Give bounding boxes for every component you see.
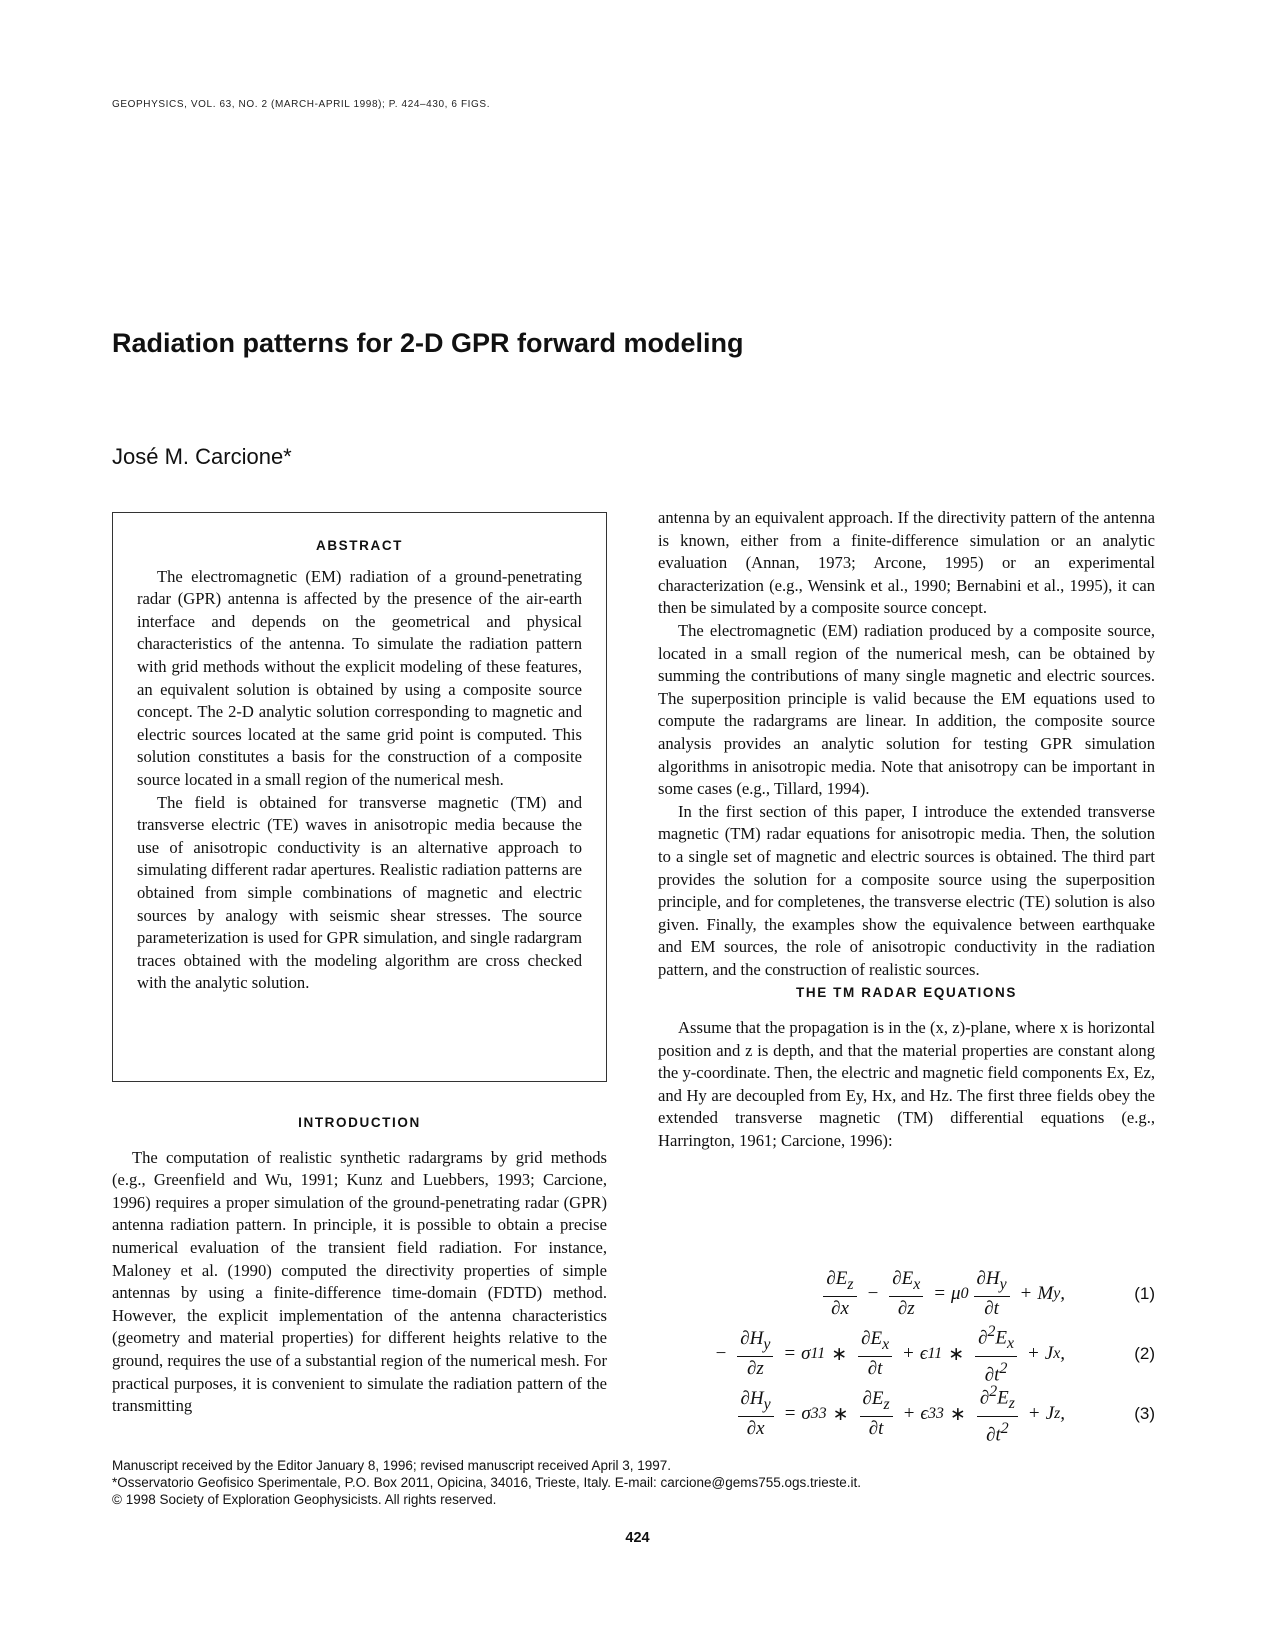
equation-2-number: (2): [1134, 1344, 1155, 1363]
equation-2: [700, 1324, 1155, 1384]
abstract-box: [112, 512, 607, 1082]
tm-paragraph: Assume that the propagation is in the (x, z)-plane, where x is horizontal position and z is depth, and that the material properties are constant along the y-coordinate. Then, the electric and magnetic field components Ex, Ez, and Hy are decoupled from Ey, Hx, and Hz. The first three fields obey the extended transverse magnetic (TM) differential equations (e.g., Harrington, 1961; Carcione, 1996):: [658, 1018, 1155, 1151]
running-head: GEOPHYSICS, VOL. 63, NO. 2 (MARCH-APRIL 1998); P. 424–430, 6 FIGS.: [112, 99, 491, 110]
paper-title: Radiation patterns for 2-D GPR forward modeling: [112, 328, 744, 358]
footnote-copyright: © 1998 Society of Exploration Geophysicists. All rights reserved.: [112, 1492, 497, 1507]
equations-block: [700, 1264, 1155, 1444]
abstract-paragraph: The electromagnetic (EM) radiation of a ground-penetrating radar (GPR) antenna is affected by the presence of the air-earth interface and depends on the geometrical and physical characteristics of the antenna. To simulate the radiation pattern with grid methods without the explicit modeling of these features, an equivalent solution is obtained by using a composite source concept. The 2-D analytic solution corresponding to magnetic and electric sources located at the same grid point is computed. This solution constitutes a basis for the construction of a composite source located in a small region of the numerical mesh.: [137, 566, 582, 789]
page-number: 424: [625, 1530, 650, 1546]
right-column: [658, 507, 1155, 1153]
equation-1-number: (1): [1134, 1284, 1155, 1303]
abstract-paragraph: The field is obtained for transverse magnetic (TM) and transverse electric (TE) waves in anisotropic media because the use of anisotropic conductivity is an alternative approach to simulating different radar apertures. Realistic radiation patterns are obtained from simple combinations of magnetic and electric sources by analogy with seismic shear stresses. The source parameterization is used for GPR simulation, and single radargram traces obtained with the modeling algorithm are cross checked with the analytic solution.: [137, 792, 582, 993]
body-paragraph: The electromagnetic (EM) radiation produced by a composite source, located in a small region of the numerical mesh, can be obtained by summing the contributions of many single magnetic and electric sources. The superposition principle is valid because the EM equations used to compute the radargrams are linear. In addition, the composite source analysis provides an analytic solution for testing GPR simulation algorithms in anisotropic media. Note that anisotropy can be important in some cases (e.g., Tillard, 1994).: [658, 620, 1155, 799]
equation-3-expression: $\frac{\partial H_y}{\partial x}$ = σ 33 ∗ $\frac{\partial E_z}{\partial t}$ + ϵ 33 ∗ $\frac{\partial^2E_z}{\partial t^2}$ + J z ,: [733, 1381, 1065, 1446]
footnote-manuscript: Manuscript received by the Editor January 8, 1996; revised manuscript received April 3, 1997.: [112, 1458, 672, 1473]
author-name: José M. Carcione*: [112, 444, 292, 469]
equation-3: [700, 1384, 1155, 1444]
abstract-heading: ABSTRACT: [315, 538, 404, 553]
body-paragraph: antenna by an equivalent approach. If the directivity pattern of the antenna is known, either from a finite-difference simulation or an analytic evaluation (Annan, 1973; Arcone, 1995) or an experimental characterization (e.g., Wensink et al., 1990; Bernabini et al., 1995), it can then be simulated by a composite source concept.: [658, 508, 1155, 618]
body-paragraph: In the first section of this paper, I introduce the extended transverse magnetic (TM) radar equations for anisotropic media. Then, the solution to a single set of magnetic and electric sources is obtained. The third part provides the solution for a composite source using the superposition principle, and for completenes, the transverse electric (TE) solution is also given. Finally, the examples show the equivalence between earthquake and EM sources, the role of anisotropic conductivity in the radiation pattern, and the construction of realistic sources.: [658, 801, 1155, 979]
introduction-section: [112, 1112, 607, 1418]
equation-2-expression: − $\frac{\partial H_y}{\partial z}$ = σ 11 ∗ $\frac{\partial E_x}{\partial t}$ + ϵ 11 ∗ $\frac{\partial^2E_x}{\partial t^2}$ + J x ,: [715, 1323, 1065, 1386]
equation-3-number: (3): [1134, 1404, 1155, 1423]
tm-equations-heading: THE TM RADAR EQUATIONS: [796, 985, 1017, 1001]
footnote-affiliation: *Osservatorio Geofisico Sperimentale, P.O. Box 2011, Opicina, 34016, Trieste, Italy. E-mail: carcione@gems755.ogs.trieste.it.: [112, 1475, 862, 1490]
equation-1: [700, 1264, 1155, 1324]
footnotes: [112, 1457, 861, 1508]
equation-1-expression: $\frac{\partial E_z}{\partial x}$ − $\frac{\partial E_x}{\partial z}$ = μ 0 $\frac{\partial H_y}{\partial t}$ + M y ,: [818, 1268, 1065, 1321]
introduction-paragraph: The computation of realistic synthetic radargrams by grid methods (e.g., Greenfield and Wu, 1991; Kunz and Luebbers, 1993; Carcione, 1996) requires a proper simulation of the ground-penetrating radar (GPR) antenna radiation pattern. In principle, it is possible to obtain a precise numerical evaluation of the transient field radiation. For instance, Maloney et al. (1990) computed the directivity properties of simple antennas by using a finite-difference time-domain (FDTD) method. However, the explicit implementation of the antenna characteristics (geometry and material properties) for different heights relative to the ground, requires the use of a substantial region of the numerical mesh. For practical purposes, it is convenient to simulate the radiation pattern of the transmitting: [112, 1147, 607, 1416]
introduction-heading: INTRODUCTION: [298, 1115, 421, 1130]
